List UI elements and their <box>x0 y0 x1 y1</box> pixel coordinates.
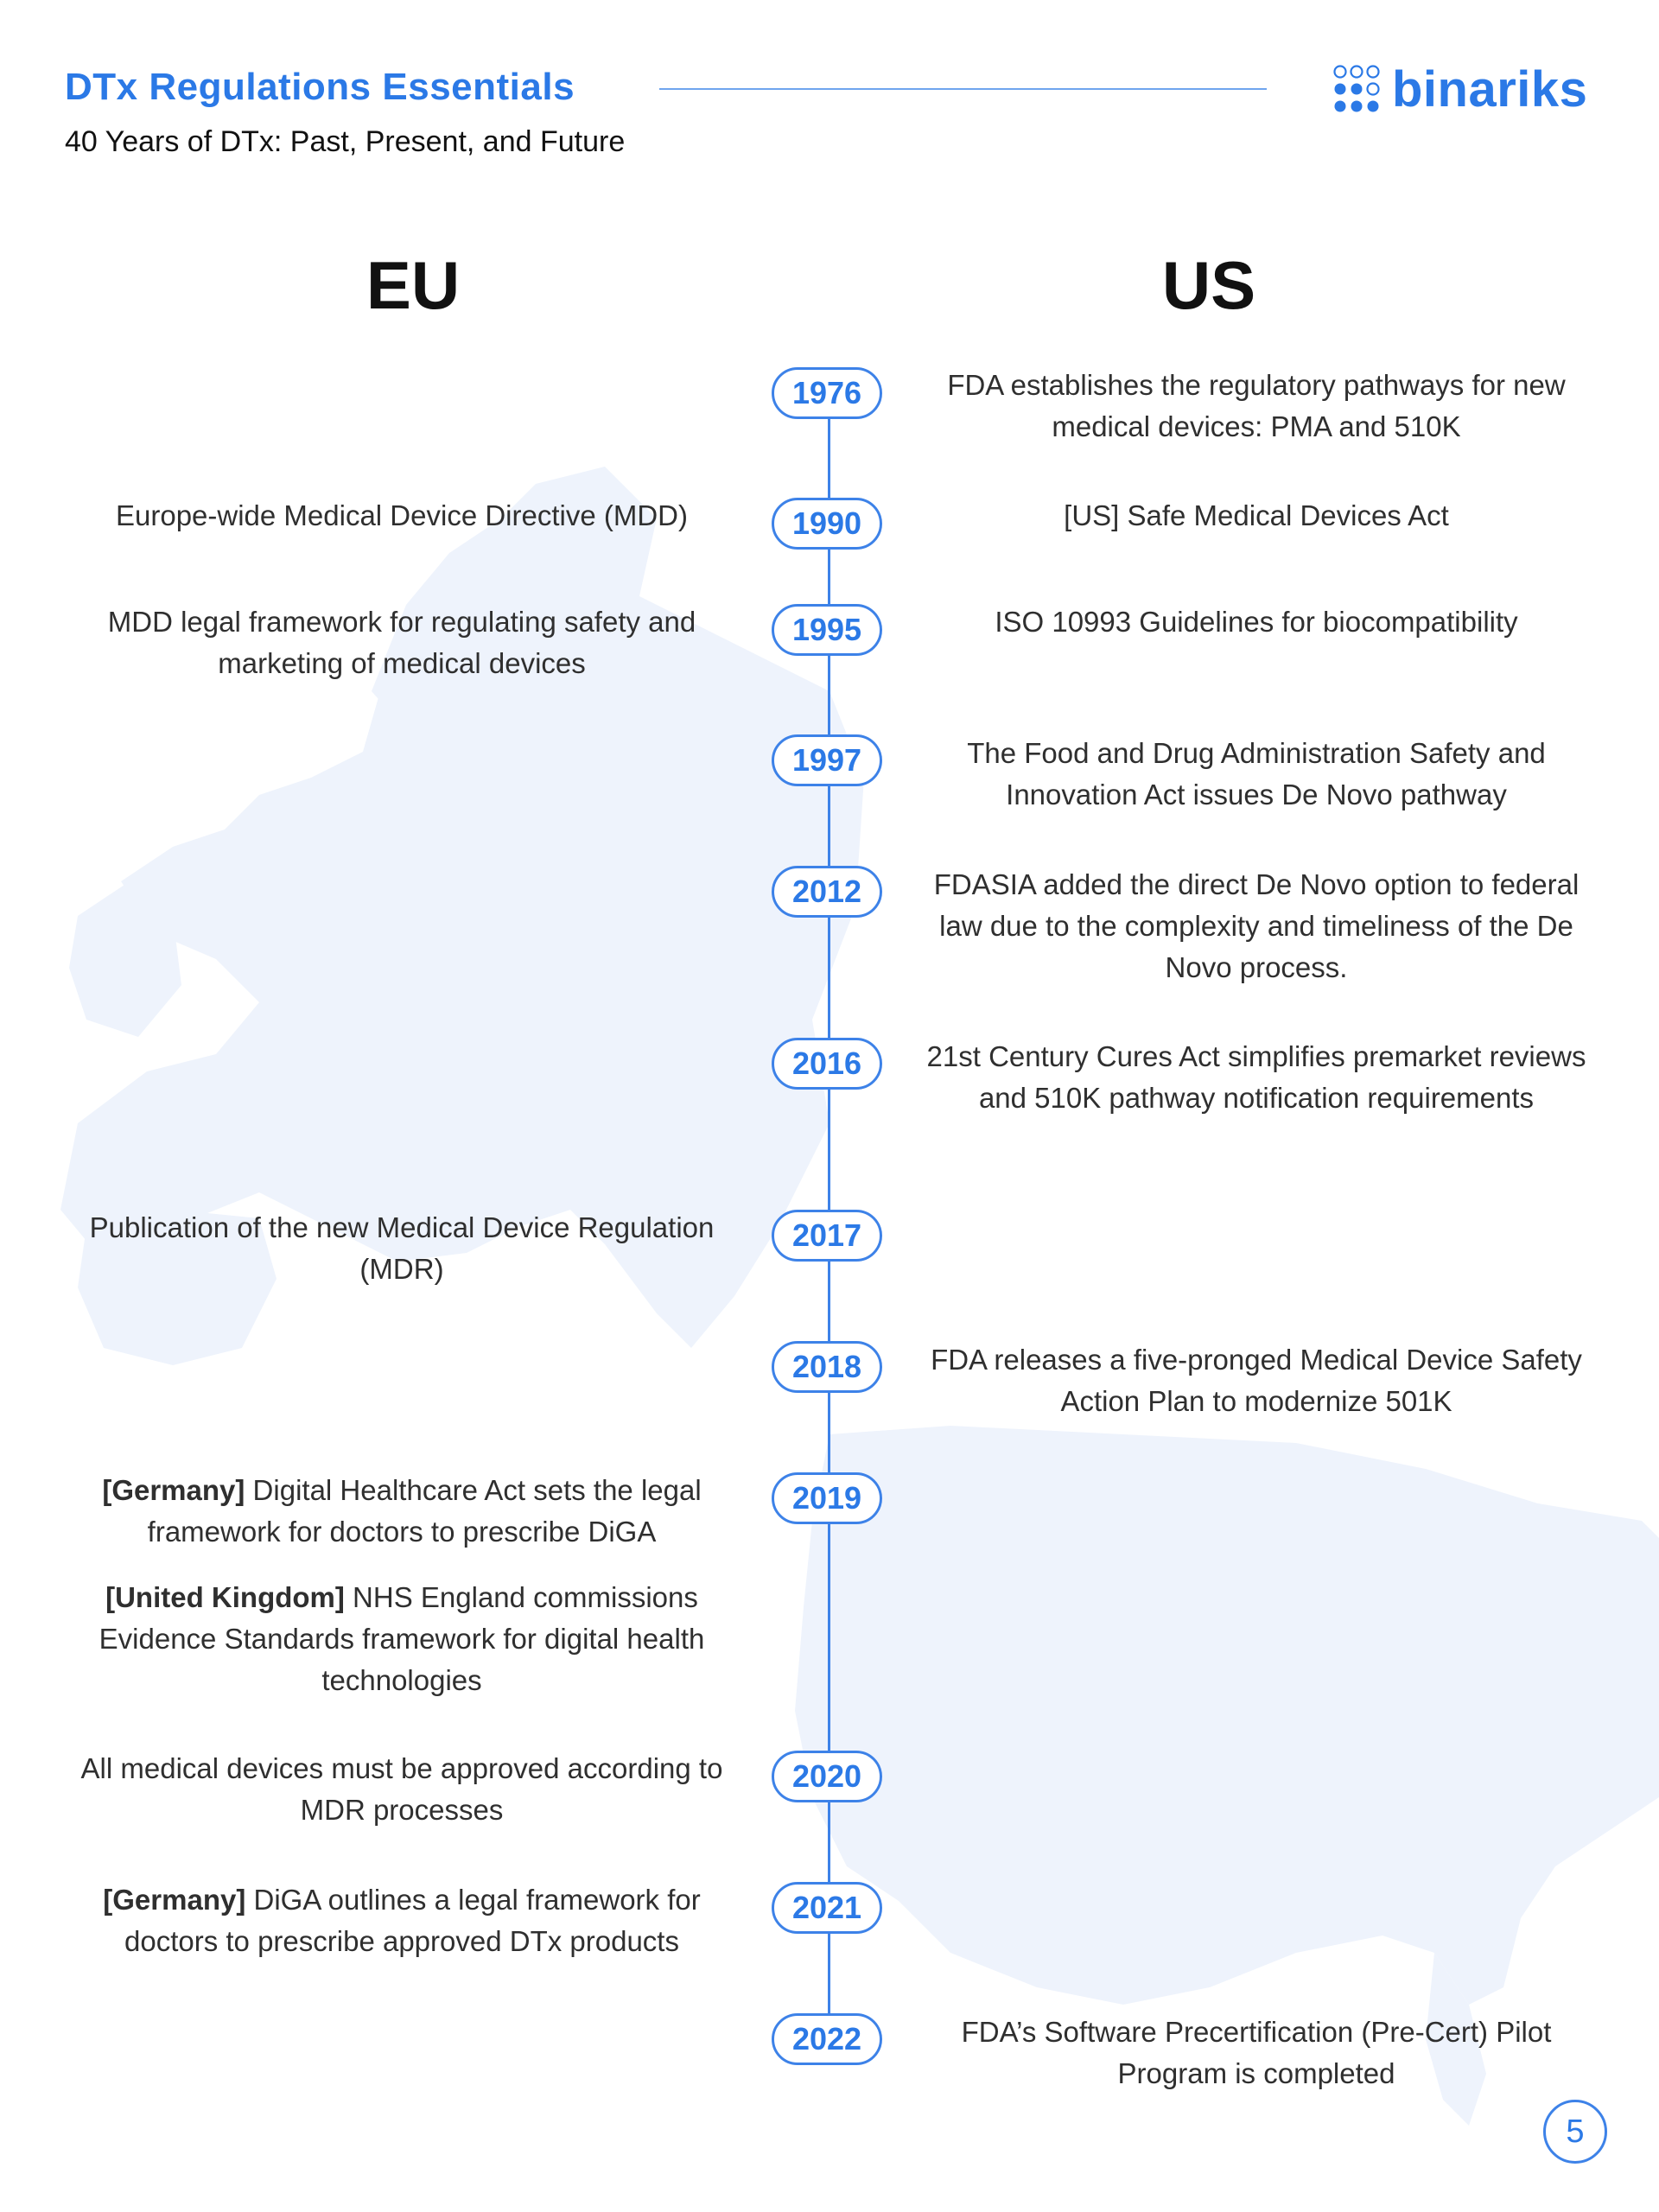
us-map-shape <box>795 1426 1659 2005</box>
page-number: 5 <box>1543 2100 1607 2164</box>
entry-text: DiGA outlines a legal framework for doctors to prescribe approved DTx products <box>124 1884 701 1957</box>
year-pill-2018: 2018 <box>772 1341 882 1393</box>
region-tag: [Germany] <box>102 1474 245 1506</box>
year-pill-1990: 1990 <box>772 498 882 550</box>
year-pill-1995: 1995 <box>772 604 882 656</box>
year-pill-1976: 1976 <box>772 367 882 419</box>
eu-entry-2020: All medical devices must be approved according to MDR processes <box>80 1752 723 1826</box>
us-entry-1976: FDA establishes the regulatory pathways for new medical devices: PMA and 510K <box>947 369 1566 442</box>
eu-entry-2019-germany <box>65 1470 739 1553</box>
eu-entry-2017: Publication of the new Medical Device Regulation (MDR) <box>89 1211 715 1285</box>
year-pill-2016: 2016 <box>772 1038 882 1090</box>
us-entry-2016: 21st Century Cures Act simplifies premarket reviews and 510K pathway notification requirements <box>926 1040 1586 1114</box>
us-entry-1995: ISO 10993 Guidelines for biocompatibility <box>995 606 1518 638</box>
eu-entry-2021-germany <box>65 1879 739 1962</box>
eu-column-heading: EU <box>365 247 461 323</box>
dots-logo-icon <box>1333 65 1387 113</box>
us-entry-2022: FDA’s Software Precertification (Pre-Cert) Pilot Program is completed <box>961 2016 1552 2089</box>
us-entry-2012: FDASIA added the direct De Novo option to federal law due to the complexity and timeliness of the De Novo process. <box>933 868 1580 983</box>
us-entry-2018: FDA releases a five-pronged Medical Device Safety Action Plan to modernize 501K <box>931 1344 1582 1417</box>
year-pill-2020: 2020 <box>772 1751 882 1802</box>
eu-entry-2019-uk <box>65 1577 739 1701</box>
document-title: DTx Regulations Essentials <box>65 66 575 108</box>
document-subtitle: 40 Years of DTx: Past, Present, and Future <box>65 125 626 158</box>
binariks-logo <box>1333 60 1587 118</box>
logo-text: binariks <box>1392 60 1588 118</box>
year-pill-2021: 2021 <box>772 1882 882 1934</box>
year-pill-2022: 2022 <box>772 2013 882 2065</box>
entry-text: Digital Healthcare Act sets the legal framework for doctors to prescribe DiGA <box>147 1474 702 1548</box>
us-column-heading: US <box>1161 247 1256 323</box>
year-pill-2017: 2017 <box>772 1210 882 1262</box>
us-entry-1997: The Food and Drug Administration Safety and Innovation Act issues De Novo pathway <box>967 737 1546 810</box>
eu-entry-1995: MDD legal framework for regulating safety and marketing of medical devices <box>107 606 696 679</box>
us-entry-1990: [US] Safe Medical Devices Act <box>1064 499 1449 531</box>
region-tag: [Germany] <box>103 1884 246 1916</box>
entry-text: NHS England commissions Evidence Standards framework for digital health technologies <box>99 1581 705 1696</box>
year-pill-1997: 1997 <box>772 734 882 786</box>
header-divider <box>659 88 1267 90</box>
eu-entry-1990: Europe-wide Medical Device Directive (MDD) <box>115 499 688 531</box>
year-pill-2019: 2019 <box>772 1472 882 1524</box>
year-pill-2012: 2012 <box>772 866 882 918</box>
region-tag: [United Kingdom] <box>105 1581 345 1613</box>
